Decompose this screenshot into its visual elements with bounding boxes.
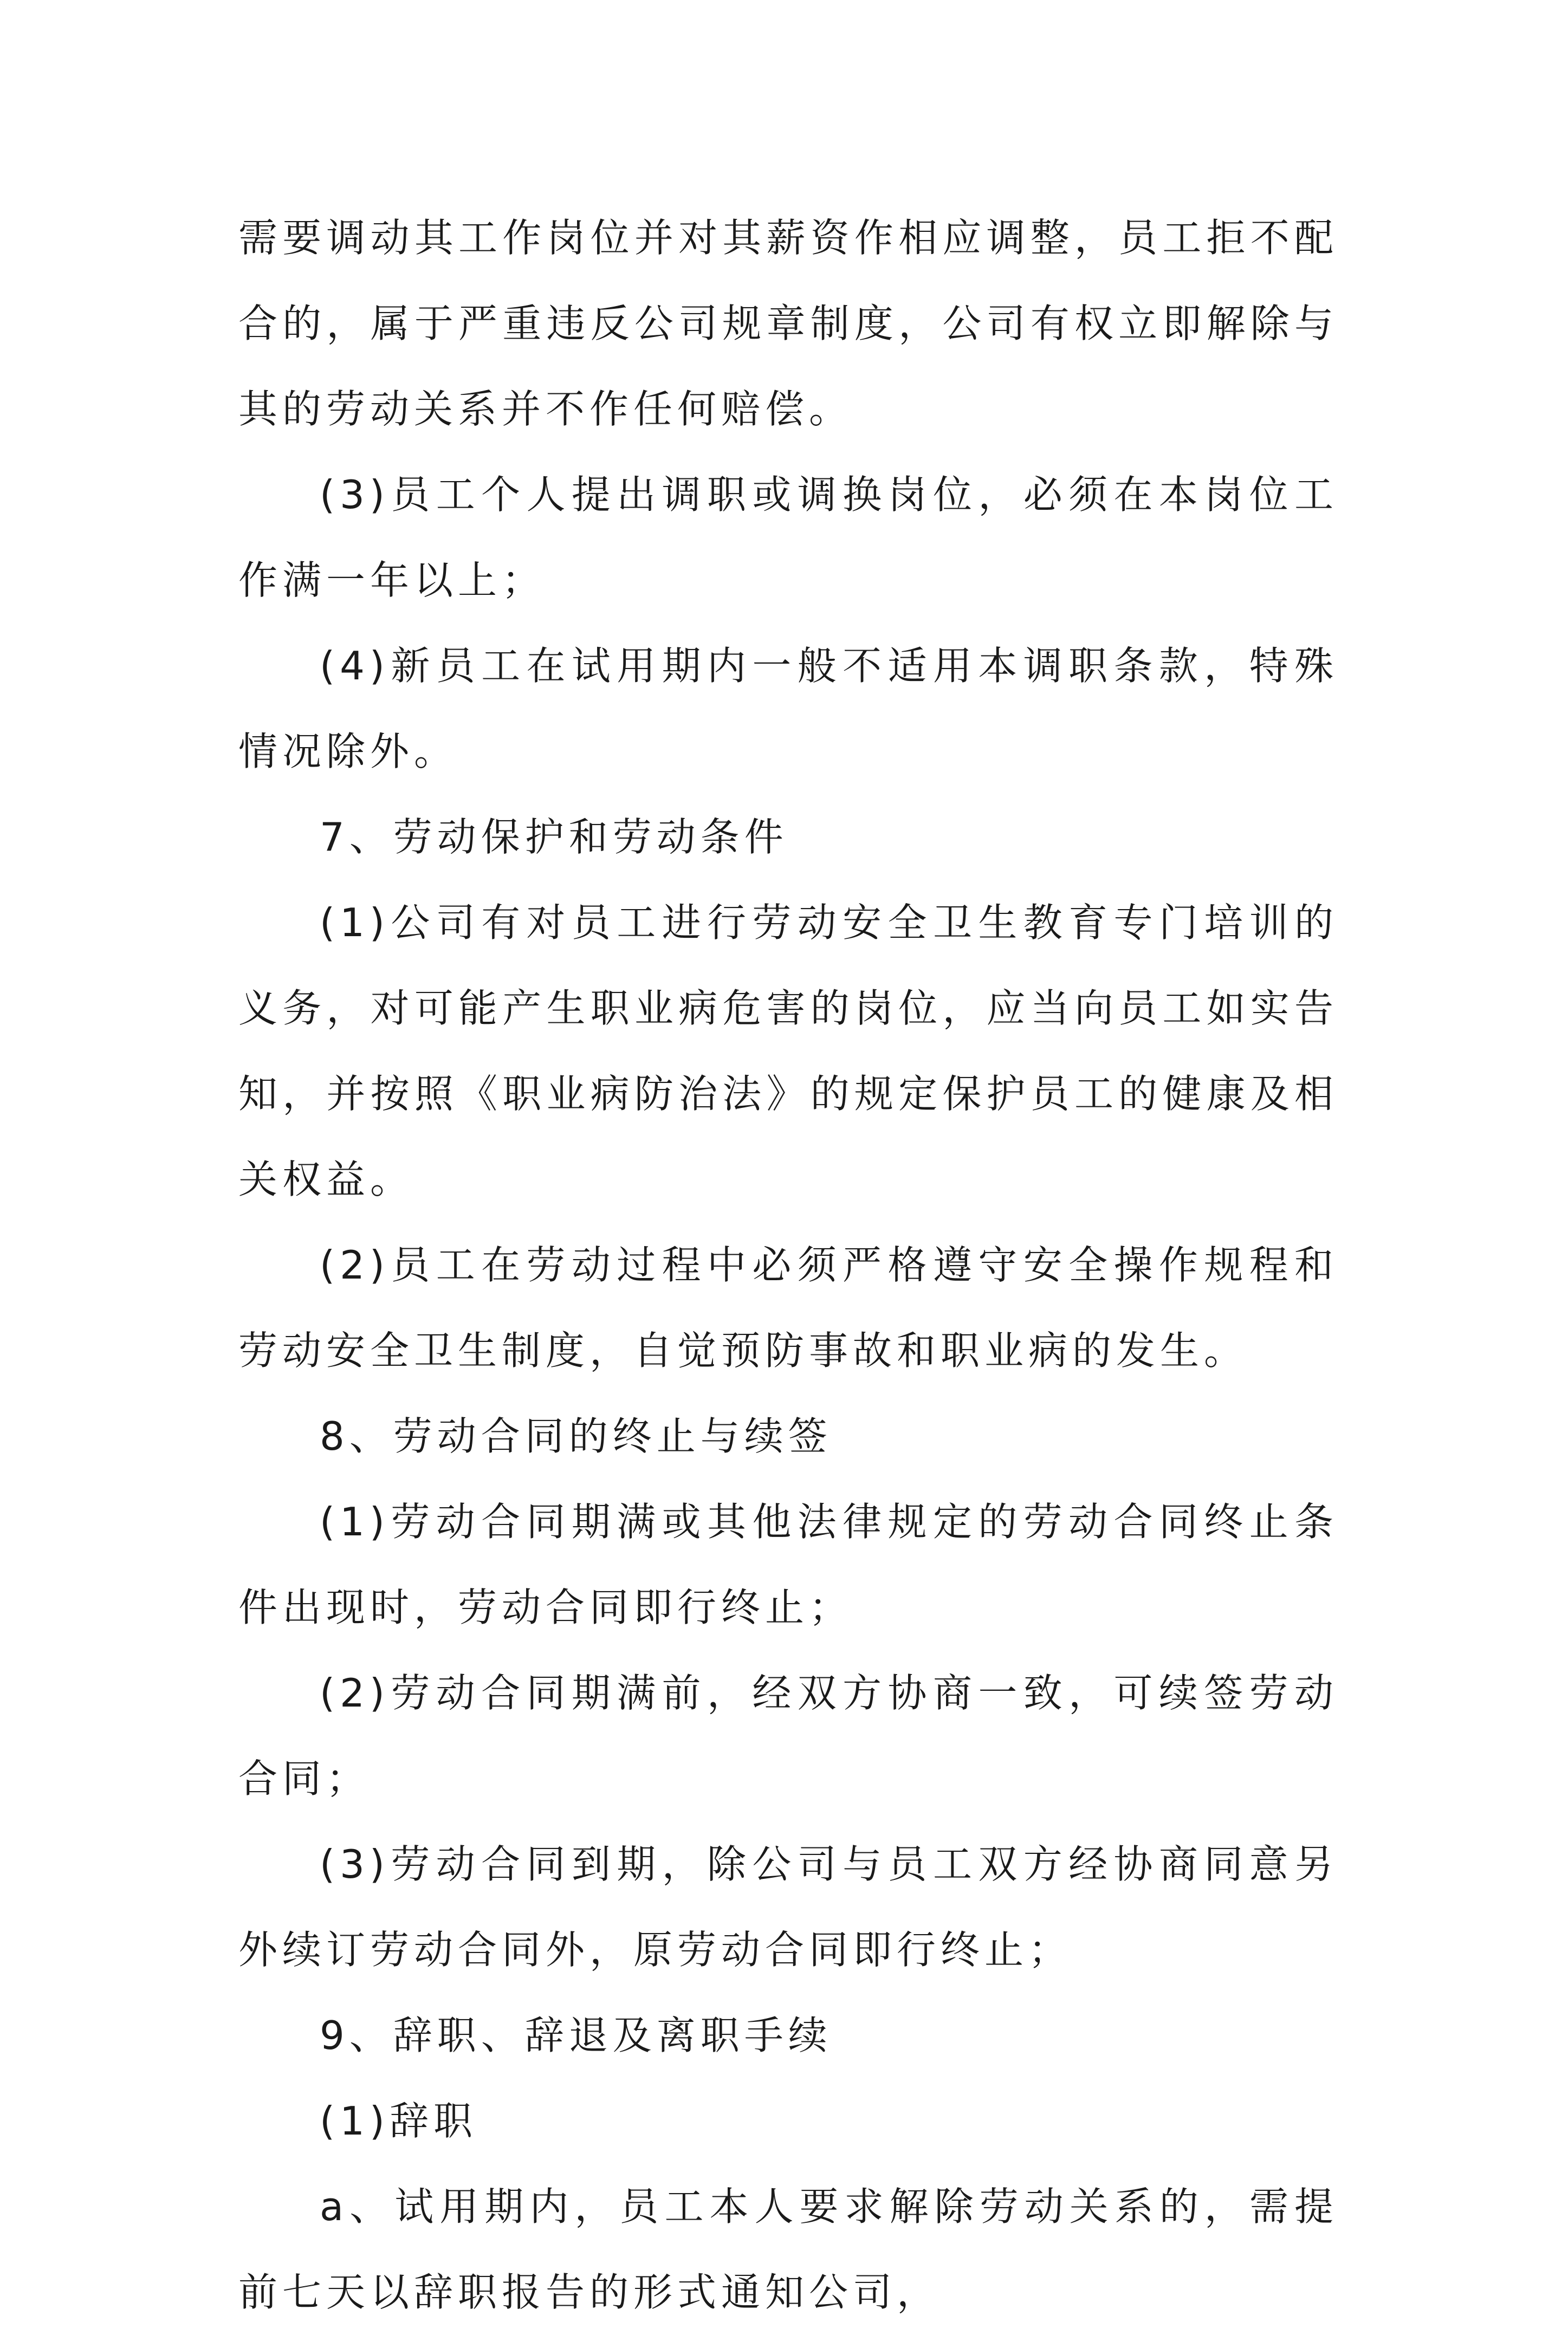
document-body <box>238 195 1338 2335</box>
list-item-a-probation-resignation: a、试用期内，员工本人要求解除劳动关系的，需提前七天以辞职报告的形式通知公司， <box>238 2184 1338 2315</box>
subsection-heading-resignation: (1)辞职 <box>320 2098 477 2144</box>
section-heading-9: 9、辞职、辞退及离职手续 <box>320 2013 832 2058</box>
paragraph-continuation: 需要调动其工作岗位并对其薪资作相应调整，员工拒不配合的，属于严重违反公司规章制度，公司有权立即解除与其的劳动关系并不作任何赔偿。 <box>238 215 1338 432</box>
list-item-1-contract-expiry: (1)劳动合同期满或其他法律规定的劳动合同终止条件出现时，劳动合同即行终止； <box>238 1499 1338 1630</box>
section-heading-8: 8、劳动合同的终止与续签 <box>320 1413 832 1459</box>
list-item-2-safety-compliance: (2)员工在劳动过程中必须严格遵守安全操作规程和劳动安全卫生制度，自觉预防事故和职业病的发生。 <box>238 1242 1338 1373</box>
list-item-4-probation-exception: (4)新员工在试用期内一般不适用本调职条款，特殊情况除外。 <box>238 643 1338 774</box>
section-heading-7: 7、劳动保护和劳动条件 <box>320 814 788 860</box>
list-item-2-contract-renewal: (2)劳动合同期满前，经双方协商一致，可续签劳动合同； <box>238 1670 1338 1801</box>
list-item-1-safety-training: (1)公司有对员工进行劳动安全卫生教育专门培训的义务，对可能产生职业病危害的岗位，应当向员工如实告知，并按照《职业病防治法》的规定保护员工的健康及相关权益。 <box>238 900 1338 1202</box>
list-item-3-transfer-request: (3)员工个人提出调职或调换岗位，必须在本岗位工作满一年以上； <box>238 472 1338 603</box>
list-item-3-contract-termination: (3)劳动合同到期，除公司与员工双方经协商同意另外续订劳动合同外，原劳动合同即行终止； <box>238 1841 1338 1973</box>
